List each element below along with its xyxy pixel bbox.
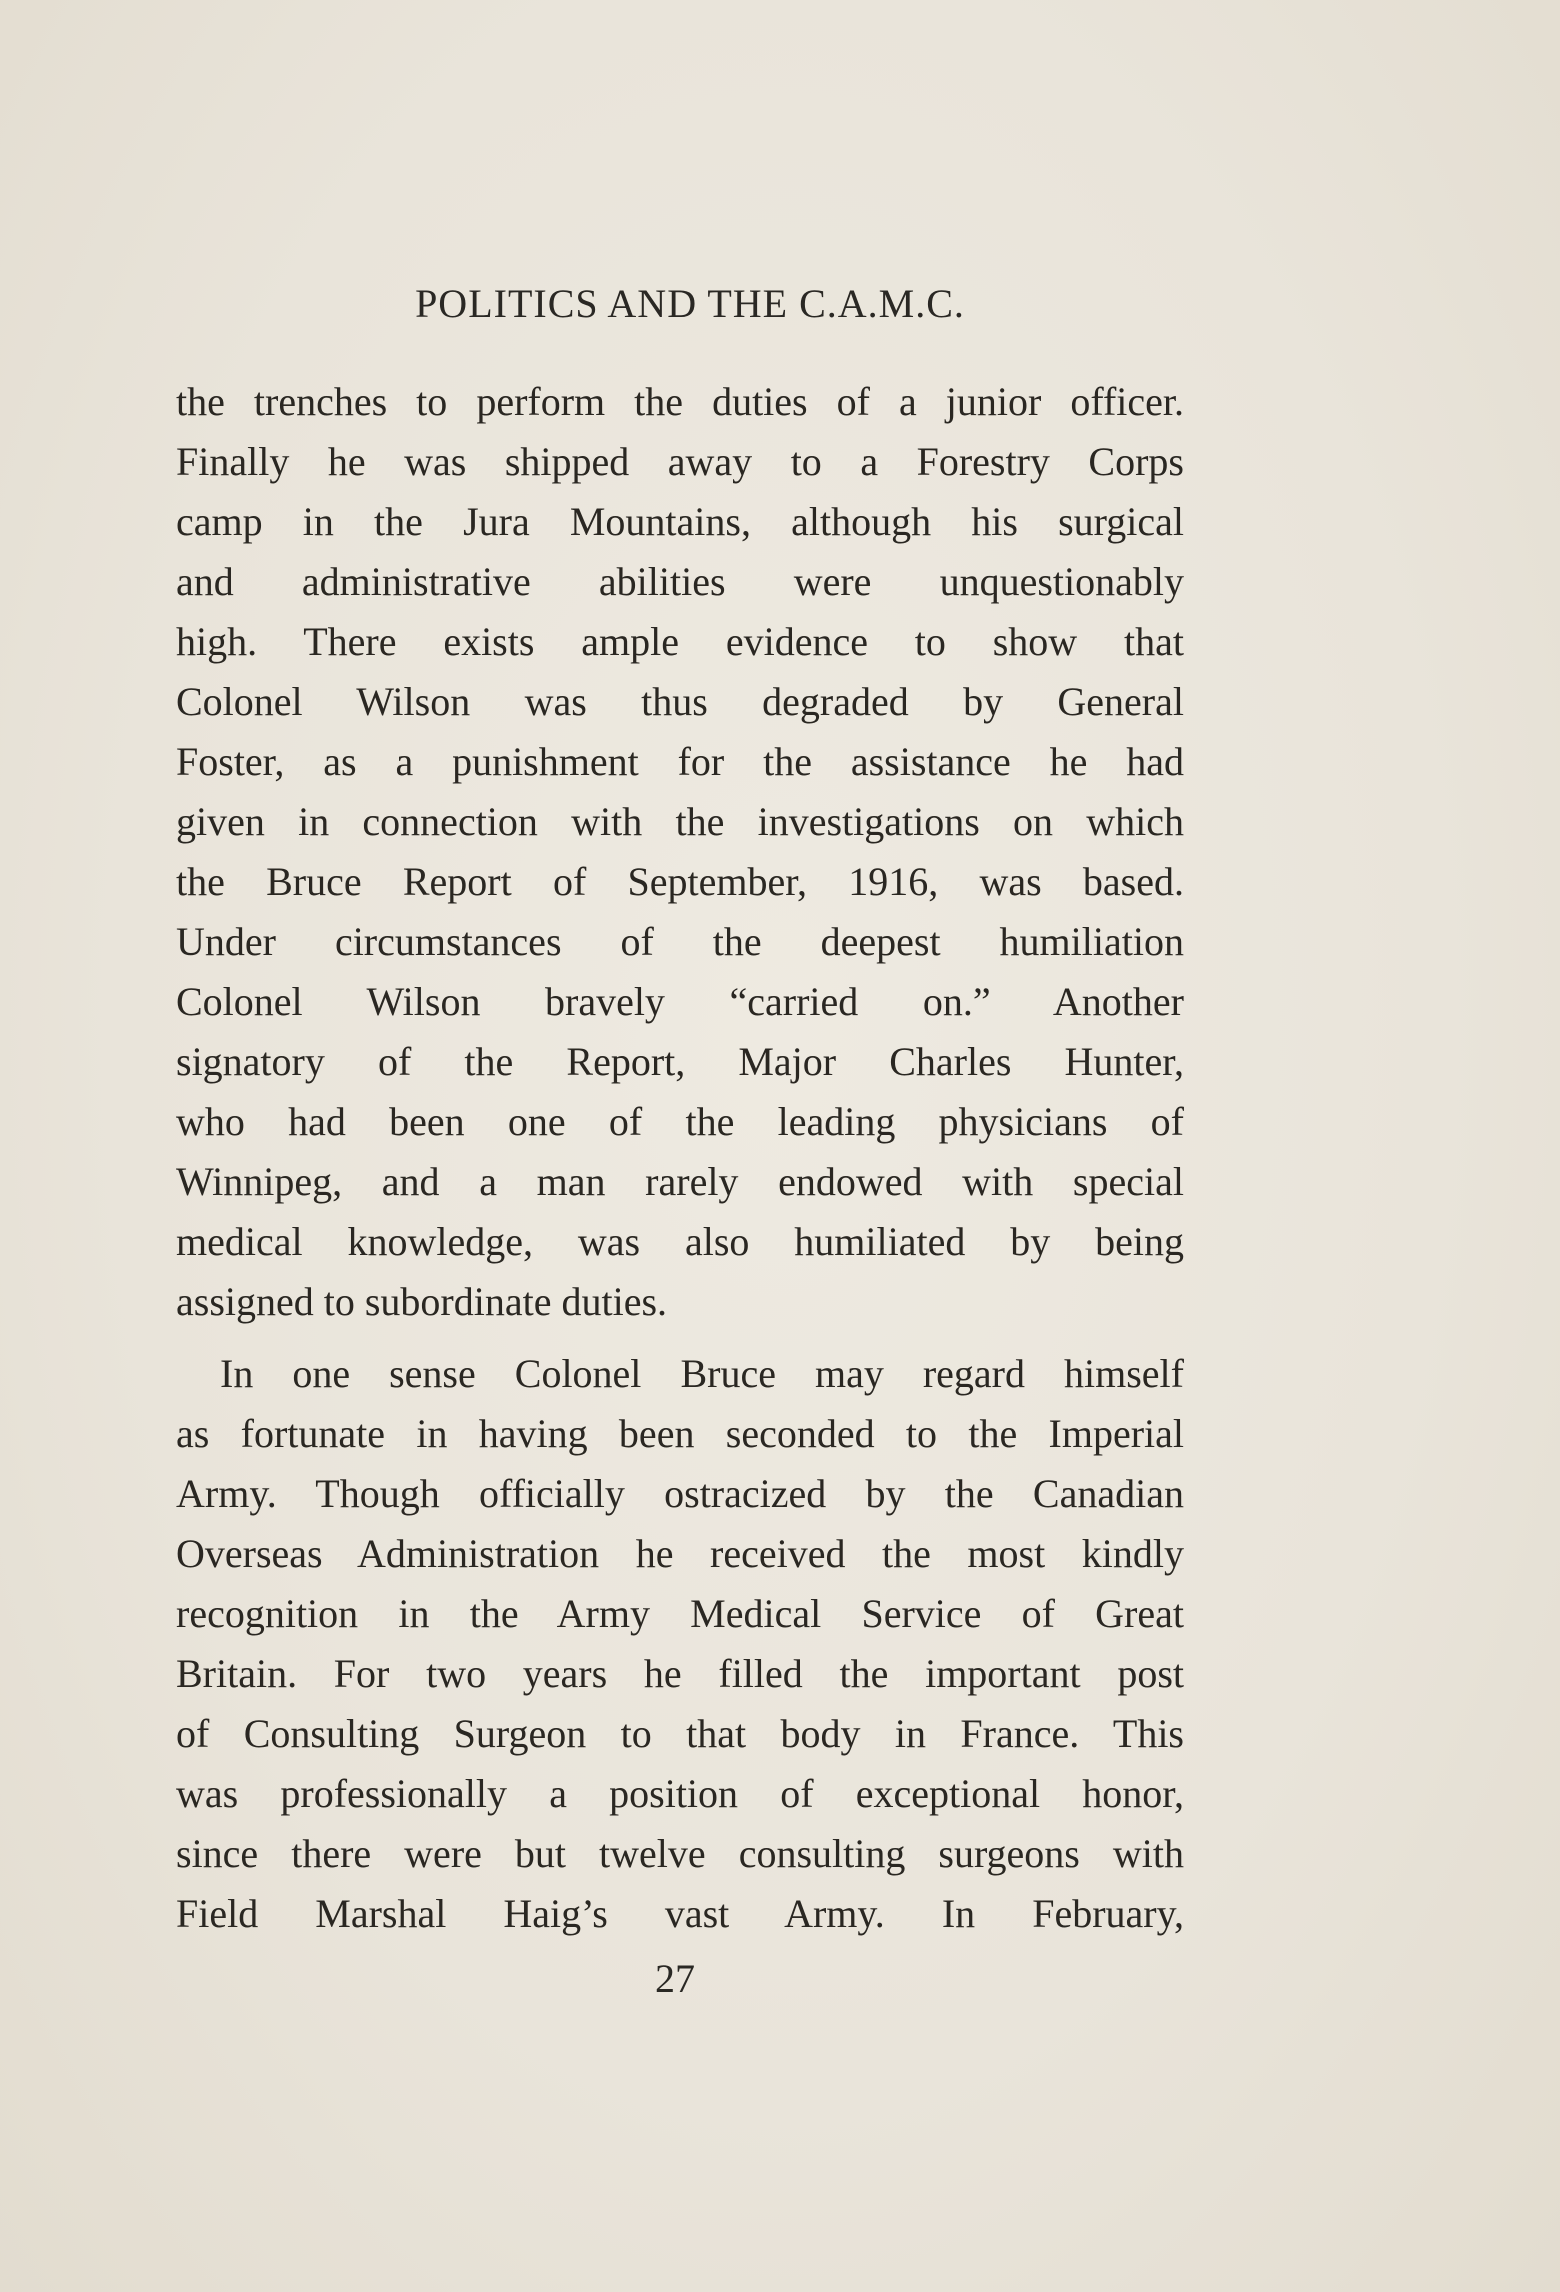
text-line: assigned to subordinate duties. — [176, 1279, 668, 1324]
text-line: Overseas Administration he received the most kindly — [176, 1531, 1184, 1576]
text-line: Colonel Wilson was thus degraded by General — [176, 679, 1184, 724]
text-line: the Bruce Report of September, 1916, was based. — [176, 859, 1184, 904]
page-number: 27 — [655, 1956, 695, 2001]
text-line: given in connection with the investigations on which — [176, 799, 1184, 844]
text-line: signatory of the Report, Major Charles Hunter, — [176, 1039, 1184, 1084]
text-line: Colonel Wilson bravely “carried on.” Another — [176, 979, 1184, 1024]
text-line: In one sense Colonel Bruce may regard himself — [220, 1351, 1184, 1396]
text-line: high. There exists ample evidence to show that — [176, 619, 1184, 664]
text-line: Army. Though officially ostracized by the Canadian — [176, 1471, 1184, 1516]
text-line: Britain. For two years he filled the important post — [176, 1651, 1184, 1696]
text-line: the trenches to perform the duties of a junior officer. — [176, 379, 1184, 424]
text-line: since there were but twelve consulting surgeons with — [176, 1831, 1184, 1876]
body-text — [176, 372, 1184, 1944]
paragraph-2 — [176, 1344, 1184, 1944]
text-line: who had been one of the leading physicians of — [176, 1099, 1184, 1144]
text-line: medical knowledge, was also humiliated by being — [176, 1219, 1184, 1264]
text-line: was professionally a position of exceptional honor, — [176, 1771, 1184, 1816]
text-line: and administrative abilities were unquestionably — [176, 559, 1184, 604]
text-line: of Consulting Surgeon to that body in France. This — [176, 1711, 1184, 1756]
text-line: Finally he was shipped away to a Forestry Corps — [176, 439, 1184, 484]
text-line: Field Marshal Haig’s vast Army. In February, — [176, 1891, 1184, 1936]
text-line: as fortunate in having been seconded to the Imperial — [176, 1411, 1184, 1456]
paragraph-1 — [176, 372, 1184, 1332]
text-line: Under circumstances of the deepest humiliation — [176, 919, 1184, 964]
text-line: Winnipeg, and a man rarely endowed with special — [176, 1159, 1184, 1204]
text-line: Foster, as a punishment for the assistance he had — [176, 739, 1184, 784]
text-line: recognition in the Army Medical Service of Great — [176, 1591, 1184, 1636]
text-line: camp in the Jura Mountains, although his surgical — [176, 499, 1184, 544]
running-head: POLITICS AND THE C.A.M.C. — [415, 281, 965, 326]
